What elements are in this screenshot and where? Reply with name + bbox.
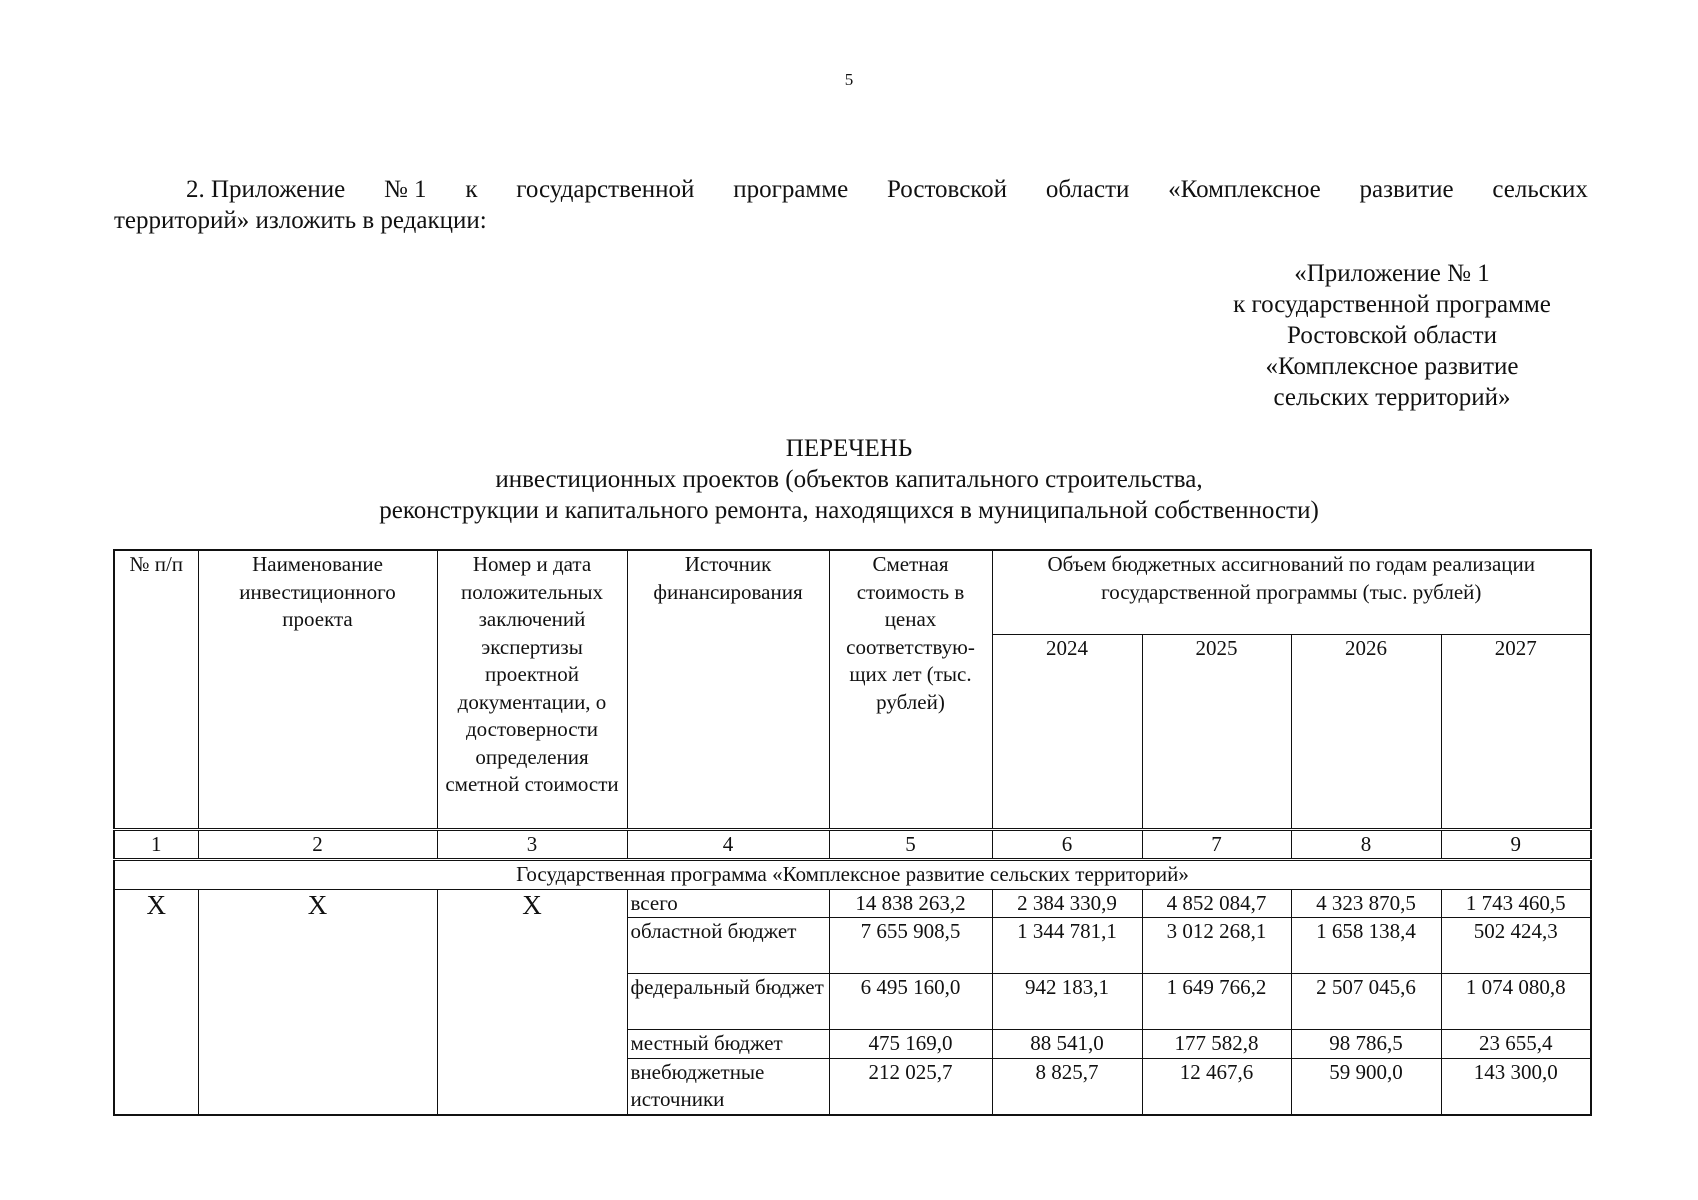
- appendix-line: «Приложение № 1: [1294, 260, 1490, 287]
- row-mark-number: Х: [114, 889, 198, 1115]
- column-number: 3: [437, 829, 627, 860]
- program-title-row: Государственная программа «Комплексное развитие сельских территорий»: [114, 860, 1591, 890]
- value-cell-2027: 1 743 460,5: [1441, 889, 1591, 918]
- heading-title: ПЕРЕЧЕНЬ: [785, 435, 913, 462]
- heading-line: инвестиционных проектов (объектов капитального строительства,: [495, 466, 1203, 493]
- list-heading: [0, 433, 1698, 526]
- intro-word: сельских: [1492, 176, 1588, 203]
- source-cell: местный бюджет: [627, 1030, 829, 1059]
- value-cell-2024: 942 183,1: [992, 974, 1142, 1030]
- appendix-line: «Комплексное развитие: [1265, 353, 1519, 380]
- source-cell: областной бюджет: [627, 918, 829, 974]
- value-cell-2027: 1 074 080,8: [1441, 974, 1591, 1030]
- source-cell: внебюджетные источники: [627, 1058, 829, 1115]
- intro-word: развитие: [1359, 176, 1454, 203]
- column-number: 8: [1291, 829, 1441, 860]
- intro-paragraph: [114, 174, 1588, 236]
- value-cell-2024: 1 344 781,1: [992, 918, 1142, 974]
- header-year: 2025: [1142, 634, 1291, 829]
- value-cell-2025: 177 582,8: [1142, 1030, 1291, 1059]
- intro-word: «Комплексное: [1168, 176, 1321, 203]
- header-project-name: Наименование инвестиционного проекта: [198, 550, 437, 829]
- intro-word: к: [465, 176, 478, 203]
- header-expertise: Номер и дата положительных заключений экспертизы проектной документации, о достоверности определения сметной стоимости: [437, 550, 627, 829]
- header-budget-volume: Объем бюджетных ассигнований по годам реализации государственной программы (тыс. рублей): [992, 550, 1591, 634]
- header-year: 2027: [1441, 634, 1591, 829]
- cost-cell: 6 495 160,0: [829, 974, 992, 1030]
- cost-cell: 212 025,7: [829, 1058, 992, 1115]
- value-cell-2025: 4 852 084,7: [1142, 889, 1291, 918]
- header-number: № п/п: [114, 550, 198, 829]
- value-cell-2026: 1 658 138,4: [1291, 918, 1441, 974]
- value-cell-2024: 2 384 330,9: [992, 889, 1142, 918]
- column-number: 5: [829, 829, 992, 860]
- column-number: 7: [1142, 829, 1291, 860]
- value-cell-2027: 502 424,3: [1441, 918, 1591, 974]
- intro-word: Ростовской: [886, 176, 1008, 203]
- cost-cell: 14 838 263,2: [829, 889, 992, 918]
- row-mark-expertise: Х: [437, 889, 627, 1115]
- value-cell-2025: 1 649 766,2: [1142, 974, 1291, 1030]
- heading-line: реконструкции и капитального ремонта, находящихся в муниципальной собственности): [379, 497, 1319, 524]
- value-cell-2024: 88 541,0: [992, 1030, 1142, 1059]
- cost-cell: 475 169,0: [829, 1030, 992, 1059]
- value-cell-2026: 59 900,0: [1291, 1058, 1441, 1115]
- page-number: 5: [844, 70, 854, 89]
- intro-word: государственной: [516, 176, 695, 203]
- row-mark-name: Х: [198, 889, 437, 1115]
- header-estimated-cost: Сметная стоимость в ценах соответствую-щих лет (тыс. рублей): [829, 550, 992, 829]
- column-number: 1: [114, 829, 198, 860]
- appendix-line: Ростовской области: [1287, 322, 1497, 349]
- column-number: 2: [198, 829, 437, 860]
- column-number: 6: [992, 829, 1142, 860]
- value-cell-2026: 98 786,5: [1291, 1030, 1441, 1059]
- value-cell-2024: 8 825,7: [992, 1058, 1142, 1115]
- intro-word: № 1: [383, 176, 427, 203]
- column-number: 9: [1441, 829, 1591, 860]
- source-cell: федеральный бюджет: [627, 974, 829, 1030]
- appendix-reference: [1192, 258, 1592, 413]
- investment-projects-table: [113, 549, 1592, 1116]
- header-funding-source: Источник финансирования: [627, 550, 829, 829]
- intro-word: программе: [733, 176, 849, 203]
- cost-cell: 7 655 908,5: [829, 918, 992, 974]
- value-cell-2027: 23 655,4: [1441, 1030, 1591, 1059]
- header-year: 2026: [1291, 634, 1441, 829]
- intro-word: 2. Приложение: [186, 176, 346, 203]
- value-cell-2027: 143 300,0: [1441, 1058, 1591, 1115]
- value-cell-2026: 4 323 870,5: [1291, 889, 1441, 918]
- value-cell-2025: 3 012 268,1: [1142, 918, 1291, 974]
- value-cell-2026: 2 507 045,6: [1291, 974, 1441, 1030]
- intro-word: области: [1045, 176, 1130, 203]
- value-cell-2025: 12 467,6: [1142, 1058, 1291, 1115]
- appendix-line: сельских территорий»: [1273, 384, 1511, 411]
- appendix-line: к государственной программе: [1233, 291, 1551, 318]
- intro-line-1: [114, 174, 1588, 205]
- intro-line-2: территорий» изложить в редакции:: [114, 207, 487, 234]
- column-number: 4: [627, 829, 829, 860]
- header-year: 2024: [992, 634, 1142, 829]
- source-cell: всего: [627, 889, 829, 918]
